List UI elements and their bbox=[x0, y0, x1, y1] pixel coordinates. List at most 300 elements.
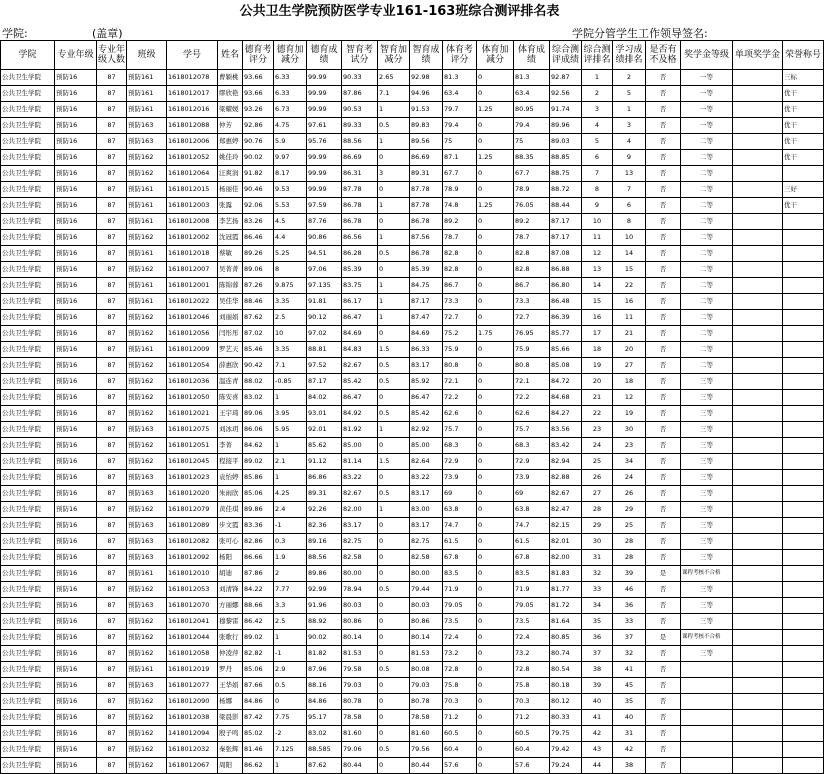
table-cell: 26 bbox=[582, 470, 613, 486]
table-cell: 84.83 bbox=[342, 342, 378, 358]
table-cell: 20 bbox=[582, 374, 613, 390]
table-cell bbox=[733, 486, 783, 502]
table-cell: 82.75 bbox=[410, 534, 443, 550]
table-cell: 97.06 bbox=[307, 262, 342, 278]
table-cell: 闫彤彤 bbox=[218, 326, 243, 342]
table-cell: 72.8 bbox=[443, 662, 477, 678]
table-cell: 一等 bbox=[681, 118, 733, 134]
table-cell: 3.35 bbox=[274, 342, 307, 358]
table-cell: 公共卫生学院 bbox=[1, 214, 55, 230]
table-cell: 三等 bbox=[681, 550, 733, 566]
table-cell: 公共卫生学院 bbox=[1, 486, 55, 502]
table-cell: -1 bbox=[274, 518, 307, 534]
table-cell: 预防162 bbox=[127, 502, 167, 518]
table-cell: 75.2 bbox=[443, 326, 477, 342]
table-cell: 1.25 bbox=[477, 102, 514, 118]
table-cell: 2.4 bbox=[274, 502, 307, 518]
table-cell: 优干 bbox=[783, 198, 824, 214]
table-cell: 否 bbox=[646, 70, 681, 86]
table-cell: 99.99 bbox=[307, 86, 342, 102]
table-row bbox=[1, 598, 824, 614]
table-cell: 32 bbox=[582, 566, 613, 582]
table-cell: 84.75 bbox=[410, 278, 443, 294]
table-cell bbox=[733, 470, 783, 486]
table-cell: 87 bbox=[97, 566, 127, 582]
table-cell: 预防16 bbox=[55, 694, 97, 710]
column-header: 学号 bbox=[167, 41, 218, 70]
table-cell: 87 bbox=[97, 166, 127, 182]
table-cell: 21 bbox=[613, 326, 646, 342]
table-cell: 1618012003 bbox=[167, 198, 218, 214]
table-cell: 否 bbox=[646, 374, 681, 390]
table-cell: 81.3 bbox=[514, 70, 550, 86]
table-cell bbox=[733, 246, 783, 262]
table-cell: 72.1 bbox=[514, 374, 550, 390]
table-cell: 否 bbox=[646, 454, 681, 470]
column-header: 专业年级人数 bbox=[97, 41, 127, 70]
table-cell: 课程考核不合格 bbox=[681, 630, 733, 646]
table-cell: 87 bbox=[97, 502, 127, 518]
table-cell: 9.875 bbox=[274, 278, 307, 294]
table-cell: 方丽娜 bbox=[218, 598, 243, 614]
table-cell: 预防16 bbox=[55, 646, 97, 662]
table-cell: 88.75 bbox=[550, 166, 582, 182]
table-cell: 60.4 bbox=[514, 742, 550, 758]
table-cell: 73.3 bbox=[443, 294, 477, 310]
table-cell bbox=[783, 758, 824, 774]
table-cell: 1618012092 bbox=[167, 550, 218, 566]
table-cell: 29 bbox=[613, 502, 646, 518]
table-cell: 1618012075 bbox=[167, 422, 218, 438]
table-cell: 优干 bbox=[783, 150, 824, 166]
table-cell: 否 bbox=[646, 310, 681, 326]
table-cell: 7.1 bbox=[378, 86, 410, 102]
table-cell: 83.02 bbox=[307, 726, 342, 742]
table-cell: -0.85 bbox=[274, 374, 307, 390]
table-cell: 70.3 bbox=[443, 694, 477, 710]
table-cell: 89.56 bbox=[410, 134, 443, 150]
table-cell: 0 bbox=[477, 390, 514, 406]
table-cell: 87.17 bbox=[550, 214, 582, 230]
table-cell: 80.54 bbox=[550, 662, 582, 678]
table-cell: 预防16 bbox=[55, 198, 97, 214]
table-cell: 82.01 bbox=[550, 534, 582, 550]
table-cell: 一等 bbox=[681, 70, 733, 86]
table-cell: 预防16 bbox=[55, 758, 97, 774]
table-cell: 82.00 bbox=[342, 502, 378, 518]
table-cell: 15 bbox=[582, 294, 613, 310]
table-cell: 0 bbox=[477, 118, 514, 134]
table-cell: 81.82 bbox=[307, 646, 342, 662]
table-cell: 6.73 bbox=[274, 102, 307, 118]
table-cell: 87 bbox=[97, 614, 127, 630]
column-header: 智育考试分 bbox=[342, 41, 378, 70]
table-cell: 11 bbox=[582, 230, 613, 246]
table-cell: 90.02 bbox=[243, 150, 274, 166]
table-cell: 是 bbox=[646, 630, 681, 646]
table-cell: 预防16 bbox=[55, 246, 97, 262]
table-cell: 6 bbox=[582, 150, 613, 166]
column-header: 德育成绩 bbox=[307, 41, 342, 70]
table-cell: 公共卫生学院 bbox=[1, 502, 55, 518]
table-cell: 34 bbox=[613, 454, 646, 470]
table-cell: 40 bbox=[582, 694, 613, 710]
table-cell: 吴菁菁 bbox=[218, 262, 243, 278]
table-cell bbox=[681, 678, 733, 694]
table-cell: 三等 bbox=[681, 470, 733, 486]
table-cell: 23 bbox=[613, 438, 646, 454]
table-cell: 1618012001 bbox=[167, 278, 218, 294]
table-cell: 83.00 bbox=[410, 502, 443, 518]
table-cell bbox=[733, 694, 783, 710]
table-cell bbox=[733, 662, 783, 678]
table-cell: 公共卫生学院 bbox=[1, 246, 55, 262]
table-cell: 1 bbox=[274, 390, 307, 406]
table-cell: 1 bbox=[582, 70, 613, 86]
table-cell: 5 bbox=[613, 86, 646, 102]
table-cell: 公共卫生学院 bbox=[1, 198, 55, 214]
table-cell: 86.7 bbox=[514, 278, 550, 294]
table-cell: 83.17 bbox=[410, 518, 443, 534]
table-cell: 公共卫生学院 bbox=[1, 630, 55, 646]
table-cell: 1618012053 bbox=[167, 582, 218, 598]
table-cell: 87 bbox=[97, 134, 127, 150]
table-cell: 41 bbox=[582, 710, 613, 726]
table-cell: 85.66 bbox=[550, 342, 582, 358]
table-cell: 预防162 bbox=[127, 310, 167, 326]
table-cell: 82.8 bbox=[514, 246, 550, 262]
table-cell: 84.27 bbox=[550, 406, 582, 422]
table-cell: 24 bbox=[613, 470, 646, 486]
table-cell: 81.46 bbox=[243, 742, 274, 758]
table-cell: 83.56 bbox=[550, 422, 582, 438]
table-cell: 0 bbox=[477, 406, 514, 422]
table-cell: 0 bbox=[378, 646, 410, 662]
table-cell: 预防162 bbox=[127, 694, 167, 710]
table-cell: 1618012015 bbox=[167, 182, 218, 198]
header-row bbox=[1, 41, 824, 70]
table-cell: 84.86 bbox=[243, 694, 274, 710]
table-row bbox=[1, 582, 824, 598]
table-cell: 87 bbox=[97, 454, 127, 470]
table-cell: 87.76 bbox=[307, 214, 342, 230]
table-cell: 75 bbox=[514, 134, 550, 150]
table-cell: 80.44 bbox=[342, 758, 378, 774]
table-cell: 0 bbox=[477, 486, 514, 502]
table-cell: 三等 bbox=[681, 438, 733, 454]
table-cell: 87 bbox=[97, 214, 127, 230]
table-cell: 81.77 bbox=[550, 582, 582, 598]
table-cell: 1618012067 bbox=[167, 758, 218, 774]
table-cell: 82.67 bbox=[342, 486, 378, 502]
table-cell: 否 bbox=[646, 438, 681, 454]
table-cell: 75.8 bbox=[514, 678, 550, 694]
table-cell: 82.82 bbox=[243, 646, 274, 662]
table-cell: 86.31 bbox=[342, 166, 378, 182]
table-cell: 89.02 bbox=[243, 630, 274, 646]
table-cell: 91.96 bbox=[307, 598, 342, 614]
table-cell: 1.9 bbox=[274, 550, 307, 566]
table-cell: 预防161 bbox=[127, 86, 167, 102]
table-cell: 87 bbox=[97, 598, 127, 614]
table-cell: 吴佳华 bbox=[218, 294, 243, 310]
table-cell: 预防162 bbox=[127, 166, 167, 182]
table-cell bbox=[783, 694, 824, 710]
table-cell: 1618012044 bbox=[167, 630, 218, 646]
table-cell: 31 bbox=[613, 726, 646, 742]
table-cell: 0 bbox=[477, 438, 514, 454]
table-cell: 97.59 bbox=[307, 198, 342, 214]
table-cell: 二等 bbox=[681, 326, 733, 342]
table-cell: 80.14 bbox=[410, 630, 443, 646]
table-cell: 92.01 bbox=[307, 422, 342, 438]
table-cell: 二等 bbox=[681, 342, 733, 358]
table-cell: 75 bbox=[443, 134, 477, 150]
table-cell: 89.06 bbox=[243, 406, 274, 422]
table-cell: 87 bbox=[97, 726, 127, 742]
table-cell: 7 bbox=[613, 182, 646, 198]
table-cell bbox=[783, 614, 824, 630]
table-cell: 二等 bbox=[681, 150, 733, 166]
table-cell: 否 bbox=[646, 742, 681, 758]
table-cell: 预防16 bbox=[55, 662, 97, 678]
table-cell: 公共卫生学院 bbox=[1, 342, 55, 358]
table-row bbox=[1, 406, 824, 422]
table-cell: 0 bbox=[477, 566, 514, 582]
table-cell: 79.75 bbox=[550, 726, 582, 742]
table-cell: 84.22 bbox=[243, 582, 274, 598]
table-cell: 预防16 bbox=[55, 134, 97, 150]
table-cell: 72.1 bbox=[443, 374, 477, 390]
table-cell: 87 bbox=[97, 422, 127, 438]
table-cell: 三等 bbox=[681, 422, 733, 438]
table-row bbox=[1, 390, 824, 406]
table-cell bbox=[733, 150, 783, 166]
table-cell bbox=[783, 726, 824, 742]
table-cell: 预防163 bbox=[127, 518, 167, 534]
table-cell: 57.6 bbox=[443, 758, 477, 774]
table-cell bbox=[783, 502, 824, 518]
table-cell: 0.5 bbox=[378, 486, 410, 502]
table-cell: 预防162 bbox=[127, 262, 167, 278]
table-cell: 0 bbox=[378, 630, 410, 646]
table-cell bbox=[733, 134, 783, 150]
table-cell: 89.03 bbox=[550, 134, 582, 150]
table-cell: 1 bbox=[274, 470, 307, 486]
table-cell: 45 bbox=[613, 678, 646, 694]
table-row bbox=[1, 70, 824, 86]
table-cell: 1618012079 bbox=[167, 502, 218, 518]
table-cell: 92.56 bbox=[550, 86, 582, 102]
table-cell: 0 bbox=[477, 134, 514, 150]
table-cell bbox=[681, 694, 733, 710]
table-cell: 79.7 bbox=[443, 102, 477, 118]
table-cell: 86.69 bbox=[342, 150, 378, 166]
table-cell: 蔡敏 bbox=[218, 246, 243, 262]
table-cell: 1618012090 bbox=[167, 694, 218, 710]
table-cell: 二等 bbox=[681, 246, 733, 262]
table-cell: 1618012010 bbox=[167, 566, 218, 582]
table-cell: 86.39 bbox=[550, 310, 582, 326]
table-cell: 预防163 bbox=[127, 134, 167, 150]
seal-label: (盖章) bbox=[92, 27, 123, 40]
table-cell: 预防16 bbox=[55, 262, 97, 278]
table-cell: 83.5 bbox=[514, 566, 550, 582]
table-cell: 0 bbox=[477, 582, 514, 598]
table-cell: 预防16 bbox=[55, 150, 97, 166]
table-row bbox=[1, 726, 824, 742]
table-row bbox=[1, 326, 824, 342]
table-cell: 1618012002 bbox=[167, 230, 218, 246]
table-cell bbox=[733, 646, 783, 662]
table-cell bbox=[733, 118, 783, 134]
table-cell: 1.75 bbox=[477, 326, 514, 342]
table-row bbox=[1, 534, 824, 550]
table-cell bbox=[733, 198, 783, 214]
table-body bbox=[1, 70, 824, 774]
table-cell: 81.60 bbox=[410, 726, 443, 742]
table-row bbox=[1, 694, 824, 710]
table-cell bbox=[733, 678, 783, 694]
table-cell: 26 bbox=[613, 486, 646, 502]
table-cell bbox=[783, 710, 824, 726]
table-cell: 84.62 bbox=[243, 438, 274, 454]
table-cell: 1618012022 bbox=[167, 294, 218, 310]
table-cell bbox=[733, 86, 783, 102]
table-cell: 82.58 bbox=[410, 550, 443, 566]
table-cell: 88.16 bbox=[307, 678, 342, 694]
table-cell: 92.99 bbox=[307, 582, 342, 598]
table-cell: 预防162 bbox=[127, 454, 167, 470]
table-cell: 87.47 bbox=[410, 310, 443, 326]
table-cell: 80.00 bbox=[410, 566, 443, 582]
table-cell: 67.8 bbox=[514, 550, 550, 566]
table-cell: 83.17 bbox=[410, 358, 443, 374]
table-cell: 78.58 bbox=[342, 710, 378, 726]
table-cell: 预防162 bbox=[127, 710, 167, 726]
table-cell: 5.9 bbox=[274, 134, 307, 150]
table-cell: 5.25 bbox=[274, 246, 307, 262]
table-row bbox=[1, 102, 824, 118]
table-cell: 11 bbox=[613, 310, 646, 326]
table-cell: 0.5 bbox=[378, 742, 410, 758]
table-cell: 87.17 bbox=[550, 230, 582, 246]
table-cell: 预防163 bbox=[127, 598, 167, 614]
table-cell: 80.18 bbox=[550, 678, 582, 694]
table-row bbox=[1, 214, 824, 230]
table-cell: 82.8 bbox=[443, 246, 477, 262]
table-cell: 预防163 bbox=[127, 422, 167, 438]
table-cell: 0 bbox=[378, 758, 410, 774]
table-cell bbox=[733, 454, 783, 470]
table-cell: 72.7 bbox=[514, 310, 550, 326]
table-cell: 88.585 bbox=[307, 742, 342, 758]
table-cell: 公共卫生学院 bbox=[1, 374, 55, 390]
table-cell: 87.78 bbox=[410, 182, 443, 198]
table-cell: 0.5 bbox=[378, 374, 410, 390]
table-cell: 3 bbox=[378, 166, 410, 182]
table-cell: 73.3 bbox=[514, 294, 550, 310]
table-cell: 一等 bbox=[681, 102, 733, 118]
table-cell: 否 bbox=[646, 198, 681, 214]
table-cell: 0 bbox=[477, 374, 514, 390]
column-header: 班级 bbox=[127, 41, 167, 70]
table-cell bbox=[783, 262, 824, 278]
table-cell: 0 bbox=[477, 630, 514, 646]
table-cell: 32 bbox=[613, 646, 646, 662]
table-cell: 三等 bbox=[681, 502, 733, 518]
table-cell bbox=[733, 278, 783, 294]
table-cell: 71.9 bbox=[443, 582, 477, 598]
column-header: 奖学金等级 bbox=[681, 41, 733, 70]
table-cell: 预防16 bbox=[55, 486, 97, 502]
table-cell: 0.3 bbox=[274, 534, 307, 550]
table-cell: 1618012064 bbox=[167, 166, 218, 182]
table-cell bbox=[783, 326, 824, 342]
table-cell: 83.42 bbox=[550, 438, 582, 454]
table-cell: 86.78 bbox=[342, 198, 378, 214]
table-cell: 公共卫生学院 bbox=[1, 694, 55, 710]
table-cell: 预防163 bbox=[127, 534, 167, 550]
column-header: 专业年级 bbox=[55, 41, 97, 70]
table-cell: 39 bbox=[582, 678, 613, 694]
table-cell: 86.33 bbox=[410, 342, 443, 358]
table-cell: 罗艺天 bbox=[218, 342, 243, 358]
table-cell: 预防162 bbox=[127, 438, 167, 454]
table-cell: 2.5 bbox=[274, 310, 307, 326]
table-cell: 预防16 bbox=[55, 118, 97, 134]
table-cell bbox=[783, 294, 824, 310]
table-cell: 42 bbox=[613, 742, 646, 758]
table-row bbox=[1, 198, 824, 214]
table-cell: 仲凌萍 bbox=[218, 646, 243, 662]
table-cell: 预防16 bbox=[55, 214, 97, 230]
table-cell: 公共卫生学院 bbox=[1, 102, 55, 118]
table-cell: 95.76 bbox=[307, 134, 342, 150]
table-cell: 0 bbox=[378, 726, 410, 742]
table-cell bbox=[733, 502, 783, 518]
table-cell: 程接平 bbox=[218, 454, 243, 470]
table-cell: 82.67 bbox=[342, 358, 378, 374]
table-cell: 75.7 bbox=[443, 422, 477, 438]
table-cell bbox=[733, 566, 783, 582]
table-cell: 84.86 bbox=[307, 694, 342, 710]
table-row bbox=[1, 710, 824, 726]
table-cell: 2 bbox=[582, 86, 613, 102]
table-cell: 1 bbox=[378, 278, 410, 294]
table-cell: 8.17 bbox=[274, 166, 307, 182]
table-cell: 85.00 bbox=[342, 438, 378, 454]
table-cell: 18 bbox=[613, 374, 646, 390]
table-cell: 90.42 bbox=[243, 358, 274, 374]
table-cell bbox=[733, 550, 783, 566]
table-cell: 85.39 bbox=[410, 262, 443, 278]
table-cell bbox=[681, 742, 733, 758]
table-cell: 否 bbox=[646, 182, 681, 198]
table-cell: 88.56 bbox=[342, 134, 378, 150]
table-cell: 预防161 bbox=[127, 214, 167, 230]
table-cell: 74.7 bbox=[514, 518, 550, 534]
table-cell: 预防16 bbox=[55, 678, 97, 694]
table-row bbox=[1, 742, 824, 758]
table-cell: 0 bbox=[378, 470, 410, 486]
table-row bbox=[1, 262, 824, 278]
table-cell: 预防162 bbox=[127, 374, 167, 390]
table-row bbox=[1, 182, 824, 198]
table-cell: 2 bbox=[274, 566, 307, 582]
table-cell: 93.66 bbox=[243, 70, 274, 86]
table-cell: 87.66 bbox=[243, 678, 274, 694]
